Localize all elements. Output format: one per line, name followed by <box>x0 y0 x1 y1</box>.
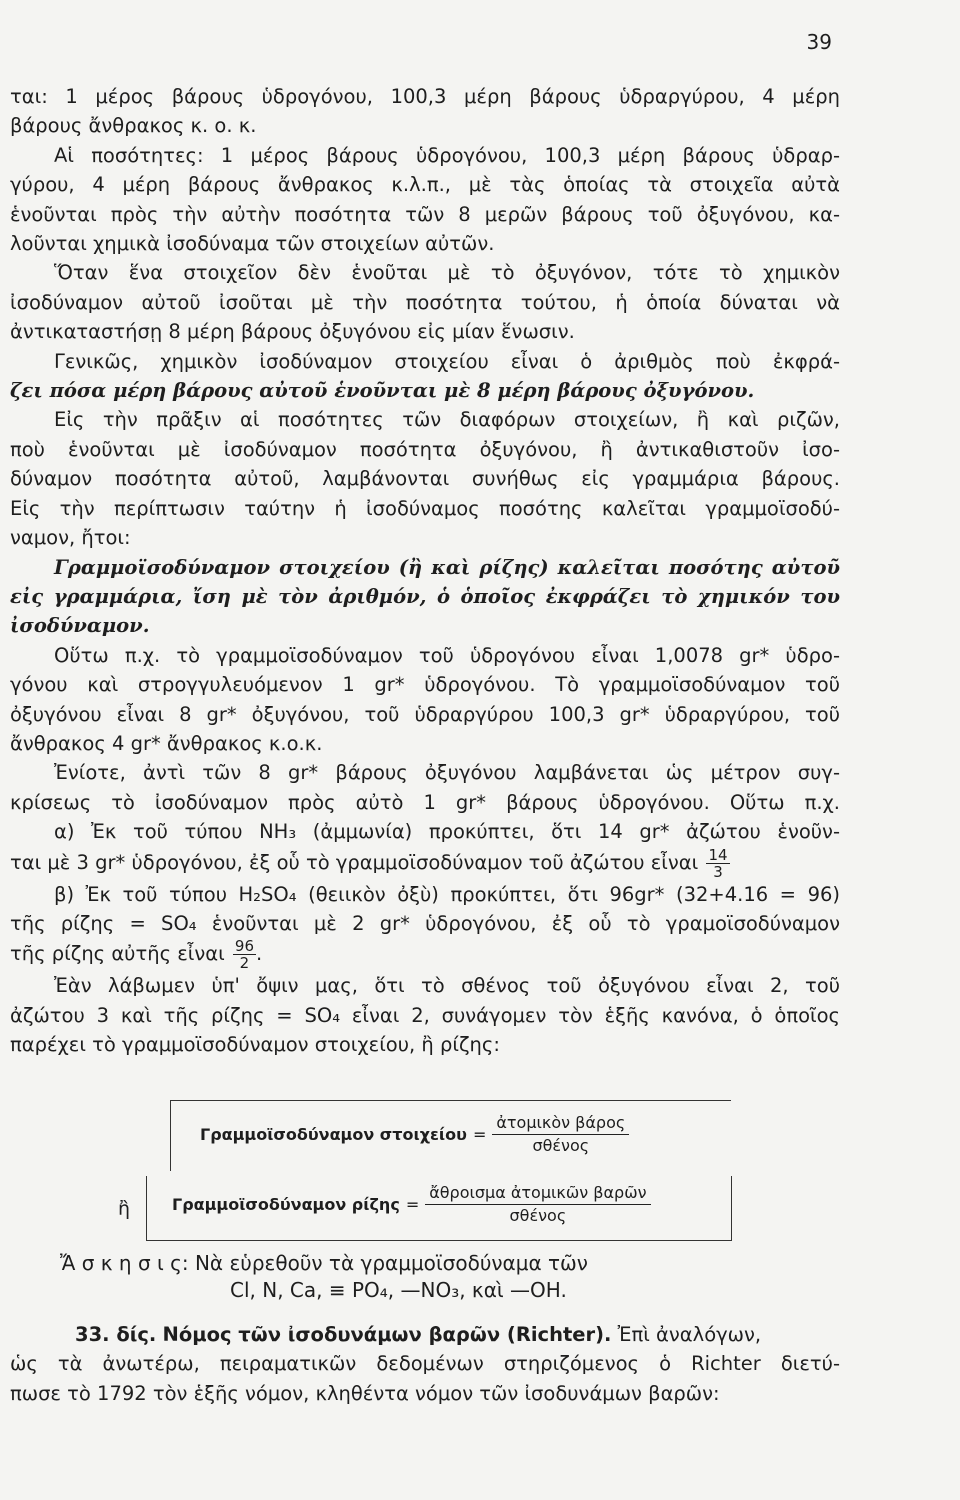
text-line: Οὕτω π.χ. τὸ γραμμοϊσοδύναμον τοῦ ὑδρογόνου εἶναι 1,0078 gr* ὑδρο- <box>54 643 840 667</box>
text-line: ἑνοῦνται πρὸς τὴν αὐτὴν ποσότητα τῶν 8 μερῶν βάρους τοῦ ὀξυγόνου, κα- <box>10 202 840 226</box>
text-line-fraction-a: ται μὲ 3 gr* ὑδρογόνου, ἐξ οὗ τὸ γραμμοϊσοδύναμον τοῦ ἀζώτου εἶναι $\frac{14}{3}$ <box>10 845 728 881</box>
text-line: Ἐνίοτε, ἀντὶ τῶν 8 gr* βάρους ὀξυγόνου λαμβάνεται ὡς μέτρον συγ- <box>54 761 840 785</box>
section-number: 33. δίς. <box>75 1323 157 1346</box>
text-line: Εἰς τὴν πρᾶξιν αἱ ποσότητες τῶν διαφόρων στοιχείων, ἢ καὶ ριζῶν, <box>54 408 840 432</box>
text-line: ἰσοδύναμον. <box>10 614 150 638</box>
page-number: 39 <box>806 30 832 54</box>
text-line: ζει πόσα μέρη βάρους αὐτοῦ ἑνοῦνται μὲ 8 μέρη βάρους ὀξυγόνου. <box>10 379 755 403</box>
text-line: κρίσεως τὸ ἰσοδύναμον πρὸς αὐτὸ 1 gr* βάρους ὑδρογόνου. Οὕτω π.χ. <box>10 790 840 814</box>
text-line: Γενικῶς, χημικὸν ἰσοδύναμον στοιχείου εἶναι ὁ ἀριθμὸς ποὺ ἐκφρά- <box>54 349 840 373</box>
formula-radical: Γραμμοϊσοδύναμον ρίζης = ἄθροισμα ἀτομικῶν βαρῶν σθένος <box>172 1182 651 1227</box>
text-line: ται: 1 μέρος βάρους ὑδρογόνου, 100,3 μέρη βάρους ὑδραργύρου, 4 μέρη <box>10 85 840 108</box>
section-title: Νόμος τῶν ἰσοδυνάμων βαρῶν (Richter). <box>162 1323 612 1346</box>
text-line: ποὺ ἑνοῦνται μὲ ἰσοδύναμον ποσότητα ὀξυγόνου, ἢ ἀντικαθιστοῦν ἰσο- <box>10 437 840 461</box>
text-line: Εἰς τὴν περίπτωσιν ταύτην ἡ ἰσοδύναμος ποσότης καλεῖται γραμμοϊσοδύ- <box>10 496 840 520</box>
section-line-3: πωσε τὸ 1792 τὸν ἑξῆς νόμον, κληθέντα νόμον τῶν ἰσοδυνάμων βαρῶν: <box>10 1381 720 1405</box>
text-line-c2: ἀζώτου 3 καὶ τῆς ρίζης = SO₄ εἶναι 2, συνάγομεν τὸν ἑξῆς κανόνα, ὁ ὁποῖος <box>10 1003 840 1027</box>
text-line: ἄνθρακος 4 gr* ἄνθρακος κ.ο.κ. <box>10 731 323 755</box>
fraction-96-2: $\frac{96}{2}$ <box>234 937 254 973</box>
text-line: βάρους ἄνθρακος κ. ο. κ. <box>10 114 257 138</box>
section-line-2: ὡς τὰ ἀνωτέρω, πειραματικῶν δεδομένων στηριζόμενος ὁ Richter διετύ- <box>10 1352 840 1376</box>
text-line-b: β) Ἐκ τοῦ τύπου H₂SO₄ (θειικὸν ὀξὺ) προκύπτει, ὅτι 96gr* (32+4.16 = 96) <box>54 882 840 906</box>
exercise <box>60 1248 588 1278</box>
text-line: Ὅταν ἕνα στοιχεῖον δὲν ἑνοῦται μὲ τὸ ὀξυγόνον, τότε τὸ χημικὸν <box>54 261 840 285</box>
exercise-items: Cl, N, Ca, ≡ PO₄, —NO₃, καὶ —OH. <box>230 1278 567 1302</box>
text-line-c1: Ἐὰν λάβωμεν ὑπ' ὄψιν μας, ὅτι τὸ σθένος τοῦ ὀξυγόνου εἶναι 2, τοῦ <box>54 974 840 998</box>
text-line: γύρου, 4 μέρη βάρους ἄνθρακος κ.λ.π., μὲ τὰς ὁποίας τὰ στοιχεῖα αὐτὰ <box>10 173 840 197</box>
text-line-c3: παρέχει τὸ γραμμοϊσοδύναμον στοιχείου, ἢ ρίζης: <box>10 1033 500 1057</box>
text-line: Αἱ ποσότητες: 1 μέρος βάρους ὑδρογόνου, 100,3 μέρη βάρους ὑδραρ- <box>54 143 840 167</box>
text-line: Γραμμοϊσοδύναμον στοιχείου (ἢ καὶ ρίζης) καλεῖται ποσότης αὐτοῦ <box>54 555 840 579</box>
section-33b: 33. δίς. Νόμος τῶν ἰσοδυνάμων βαρῶν (Richter). Ἐπὶ ἀναλόγων, ὡς τὰ ἀνωτέρω, πειραματικῶν δεδομένων στηριζόμενος ὁ Richter διετύ- πωσε τὸ 1792 τὸν ἑξῆς νόμον, κληθέντα νόμον τῶν ἰσοδυνάμων βαρῶν: <box>10 1320 840 1408</box>
text-line: ἰσοδύναμον αὐτοῦ ἰσοῦται μὲ τὴν ποσότητα τούτου, ἡ ὁποία δύναται νὰ <box>10 290 840 314</box>
text-line: λοῦνται χημικὰ ἰσοδύναμα τῶν στοιχείων αὐτῶν. <box>10 232 495 256</box>
text-line: δύναμον ποσότητα αὐτοῦ, λαμβάνονται συνήθως εἰς γραμμάρια βάρους. <box>10 467 840 491</box>
body-text <box>10 82 840 1060</box>
text-line: εἰς γραμμάρια, ἴση μὲ τὸν ἀριθμόν, ὁ ὁποῖος ἐκφράζει τὸ χημικόν του <box>10 584 840 608</box>
or-symbol: ἢ <box>118 1198 131 1220</box>
text-line: ναμον, ἤτοι: <box>10 526 131 550</box>
exercise-text: Νὰ εὑρεθοῦν τὰ γραμμοϊσοδύναμα τῶν <box>194 1251 588 1275</box>
text-line-fraction-b: τῆς ρίζης αὐτῆς εἶναι $\frac{96}{2}$ . <box>10 937 263 973</box>
text-line: ἀντικαταστήσῃ 8 μέρη βάρους ὀξυγόνου εἰς μίαν ἕνωσιν. <box>10 320 575 344</box>
text-line: γόνου καὶ στρογγυλευόμενον 1 gr* ὑδρογόνου. Τὸ γραμμοϊσοδύναμον τοῦ <box>10 673 840 697</box>
text-line: ὀξυγόνου εἶναι 8 gr* ὀξυγόνου, τοῦ ὑδραργύρου 100,3 gr* ὑδραργύρου, τοῦ <box>10 702 840 726</box>
fraction-14-3: $\frac{14}{3}$ <box>708 845 728 881</box>
text-line: α) Ἐκ τοῦ τύπου NH₃ (ἀμμωνία) προκύπτει, ὅτι 14 gr* ἀζώτου ἑνοῦν- <box>54 820 840 844</box>
text-line-b2: τῆς ρίζης = SO₄ ἑνοῦνται μὲ 2 gr* ὑδρογόνου, ἐξ οὗ τὸ γραμοϊσοδύναμον <box>10 911 840 935</box>
exercise-label: Ἄ σ κ η σ ι ς: <box>60 1251 189 1275</box>
formula-element: Γραμμοϊσοδύναμον στοιχείου = ἀτομικὸν βάρος σθένος <box>200 1112 629 1157</box>
